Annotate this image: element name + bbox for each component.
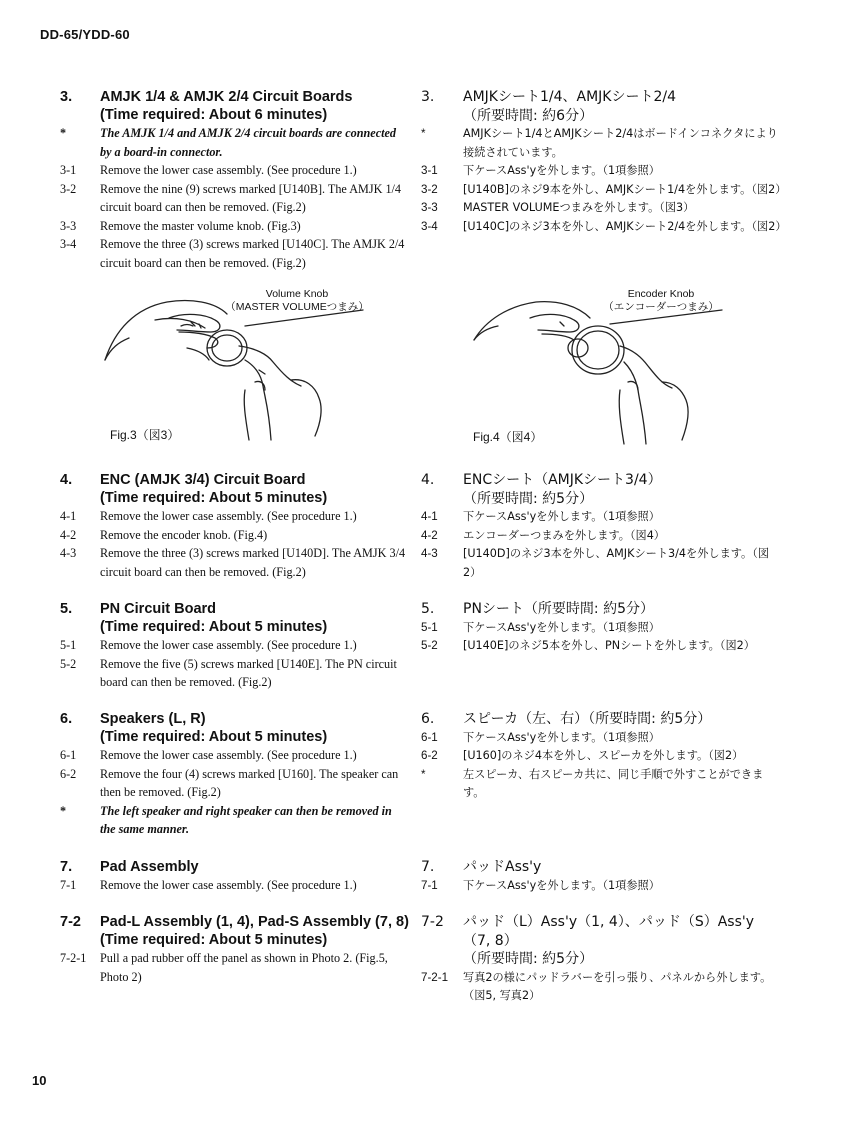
step: 3-2 Remove the nine (9) screws marked [U140B]. The AMJK 1/4 circuit board can then be removed. (Fig.2) [60, 181, 402, 214]
step: 4-3 [U140D]のネジ3本を外し、AMJKシート3/4を外します。（図2） [421, 547, 770, 579]
section-6-en [60, 710, 410, 839]
section-heading: 4. ENC (AMJK 3/4) Circuit Board (Time required: About 5 minutes) [60, 472, 328, 506]
step: 3-1 Remove the lower case assembly. (See procedure 1.) [60, 163, 357, 177]
step: 3-4 [U140C]のネジ3本を外し、AMJKシート2/4を外します。（図2） [421, 219, 787, 233]
section-heading: 5. PN Circuit Board (Time required: About 5 minutes) [60, 601, 328, 635]
section-3-ja [421, 88, 787, 236]
step-note: * The AMJK 1/4 and AMJK 2/4 circuit boards are connected by a board-in connector. [60, 126, 397, 159]
step: 5-1 下ケースAss'yを外します。（1項参照） [421, 620, 660, 634]
step: 3-2 [U140B]のネジ9本を外し、AMJKシート1/4を外します。（図2） [421, 182, 787, 196]
fig4-caption: Fig.4（図4） [473, 430, 543, 444]
section-heading: 7. Pad Assembly [60, 859, 199, 875]
step-note: * AMJKシート1/4とAMJKシート2/4はボードインコネクタにより接続されています。 [421, 127, 778, 159]
section-title: AMJK 1/4 & AMJK 2/4 Circuit Boards (Time required: About 6 minutes) [100, 89, 353, 123]
step: 3-4 Remove the three (3) screws marked [U140C]. The AMJK 2/4 circuit board can then be removed. (Fig.2) [60, 237, 405, 270]
section-heading: 7-2 Pad-L Assembly (1, 4), Pad-S Assembly (7, 8) (Time required: About 5 minutes) [60, 914, 409, 948]
section-7-2-ja [421, 913, 781, 1006]
step-note: * 左スピーカ、右スピーカ共に、同じ手順で外すことができます。 [421, 767, 764, 799]
step: 6-1 下ケースAss'yを外します。（1項参照） [421, 730, 660, 744]
step: 3-1 下ケースAss'yを外します。（1項参照） [421, 164, 660, 177]
section-number: 3. [60, 89, 73, 105]
fig4-hand-removing-encoder-knob-illustration [460, 290, 740, 445]
step-note: * The left speaker and right speaker can then be removed in the same manner. [60, 803, 392, 836]
step: 7-1 下ケースAss'yを外します。（1項参照） [421, 878, 660, 892]
encoder-knob-label: Encoder Knob （エンコーダーつまみ） [603, 288, 719, 313]
step: 4-1 下ケースAss'yを外します。（1項参照） [421, 510, 660, 523]
section-heading: 6. Speakers (L, R) (Time required: About 5 minutes) [60, 711, 328, 745]
step: 7-2-1 写真2の様にパッドラバーを引っ張り、パネルから外します。（図5, 写真2） [421, 970, 772, 1002]
section-7-en [60, 858, 410, 895]
section-4-ja [421, 471, 781, 582]
fig3-caption: Fig.3（図3） [110, 428, 180, 442]
step: 3-3 MASTER VOLUMEつまみを外します。（図3） [421, 201, 695, 214]
document-header: DD-65/YDD-60 [40, 27, 130, 42]
section-6-ja [421, 710, 781, 803]
step: 6-1 Remove the lower case assembly. (See procedure 1.) [60, 748, 357, 762]
step: 3-3 Remove the master volume knob. (Fig.3) [60, 218, 301, 233]
section-heading [60, 88, 410, 124]
step: 4-1 Remove the lower case assembly. (See procedure 1.) [60, 509, 357, 523]
step: 5-2 Remove the five (5) screws marked [U140E]. The PN circuit board can then be removed. (Fig.2) [60, 656, 397, 689]
step: 5-2 [U140E]のネジ5本を外し、PNシートを外します。（図2） [421, 639, 755, 652]
section-3-en [60, 88, 410, 272]
step: 5-1 Remove the lower case assembly. (See procedure 1.) [60, 638, 357, 652]
step: 7-1 Remove the lower case assembly. (See procedure 1.) [60, 878, 357, 892]
section-5-en [60, 600, 410, 692]
section-heading: 7. パッドAss'y [421, 859, 542, 875]
section-7-ja [421, 858, 781, 895]
step: 6-2 [U160]のネジ4本を外し、スピーカを外します。（図2） [421, 749, 744, 762]
step: 4-2 エンコーダーつまみを外します。（図4） [421, 528, 665, 542]
section-4-en [60, 471, 410, 581]
fig3-hand-removing-volume-knob-illustration [95, 290, 375, 442]
section-heading: 6. スピーカ（左、右）（所要時間: 約5分） [421, 711, 712, 727]
section-heading: 3. AMJKシート1/4、AMJKシート2/4 （所要時間: 約6分） [421, 89, 676, 124]
step: 7-2-1 Pull a pad rubber off the panel as shown in Photo 2. (Fig.5, Photo 2) [60, 951, 388, 984]
section-heading: 7-2 パッド（L）Ass'y（1, 4）、パッド（S）Ass'y（7, 8） （所要時間: 約5分） [421, 914, 754, 967]
section-5-ja [421, 600, 781, 656]
section-7-2-en [60, 913, 410, 986]
section-heading: 5. PNシート（所要時間: 約5分） [421, 601, 654, 617]
section-heading: 4. ENCシート（AMJKシート3/4） （所要時間: 約5分） [421, 472, 662, 507]
step: 4-3 Remove the three (3) screws marked [U140D]. The AMJK 3/4 circuit board can then be removed. (Fig.2) [60, 546, 406, 579]
page-number: 10 [32, 1073, 47, 1088]
step: 6-2 Remove the four (4) screws marked [U160]. The speaker can then be removed. (Fig.2) [60, 766, 399, 799]
step: 4-2 Remove the encoder knob. (Fig.4) [60, 527, 268, 542]
volume-knob-label: Volume Knob （MASTER VOLUMEつまみ） [225, 288, 369, 313]
